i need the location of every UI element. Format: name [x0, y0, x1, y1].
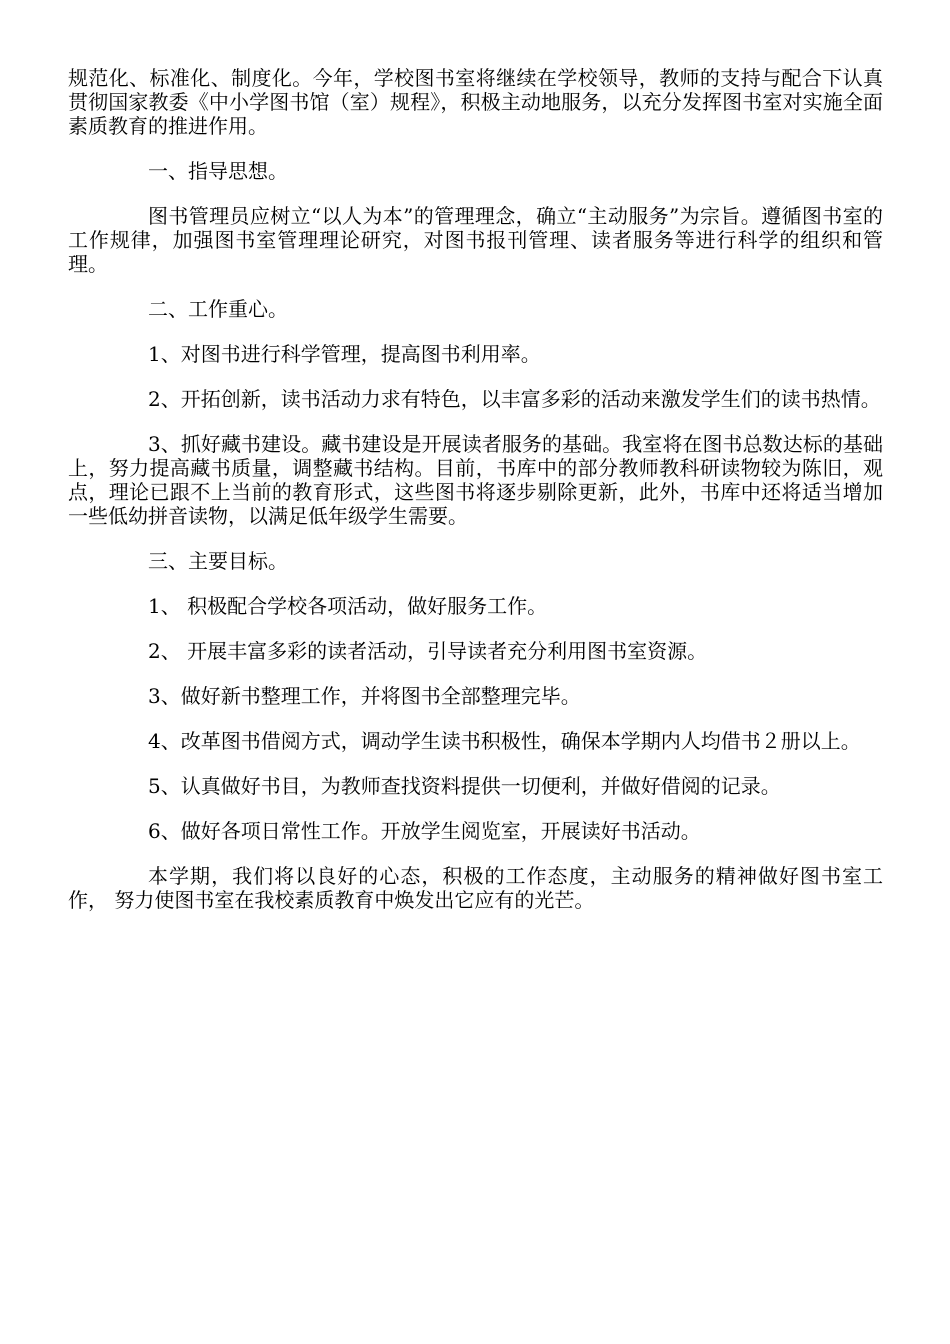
main-goal-item-3: 3、做好新书整理工作，并将图书全部整理完毕。: [148, 684, 581, 708]
main-goal-item-4: 4、改革图书借阅方式，调动学生读书积极性，确保本学期内人均借书２册以上。: [148, 729, 861, 753]
document-body: [68, 66, 883, 933]
main-goal-item-5: 5、认真做好书目，为教师查找资料提供一切便利，并做好借阅的记录。: [148, 774, 781, 798]
work-focus-item-2: 2、开拓创新，读书活动力求有特色，以丰富多彩的活动来激发学生们的读书热情。: [148, 387, 881, 411]
section-heading-guiding-ideology: 一、指导思想。: [148, 159, 288, 183]
section-heading-work-focus: 二、工作重心。: [148, 297, 288, 321]
main-goal-item-6: 6、做好各项日常性工作。开放学生阅览室，开展读好书活动。: [148, 819, 701, 843]
main-goal-item-1: 1、 积极配合学校各项活动，做好服务工作。: [148, 594, 548, 618]
main-goal-item-2: 2、 开展丰富多彩的读者活动，引导读者充分利用图书室资源。: [148, 639, 708, 663]
work-focus-item-3: 3、抓好藏书建设。藏书建设是开展读者服务的基础。我室将在图书总数达标的基础上，努力提高藏书质量，调整藏书结构。目前，书库中的部分教师教科研读物较为陈旧，观点，理论已跟不上当前的教育形式，这些图书将逐步剔除更新，此外，书库中还将适当增加一些低幼拼音读物，以满足低年级学生需要。: [68, 432, 883, 528]
closing-paragraph: 本学期，我们将以良好的心态，积极的工作态度，主动服务的精神做好图书室工作， 努力使图书室在我校素质教育中焕发出它应有的光芒。: [68, 864, 883, 912]
guiding-ideology-paragraph: 图书管理员应树立“以人为本”的管理理念，确立“主动服务”为宗旨。遵循图书室的工作规律，加强图书室管理理论研究，对图书报刊管理、读者服务等进行科学的组织和管理。: [68, 204, 883, 276]
work-focus-item-1: 1、对图书进行科学管理，提高图书利用率。: [148, 342, 541, 366]
section-heading-main-goals: 三、主要目标。: [148, 549, 288, 573]
intro-paragraph: 规范化、标准化、制度化。今年，学校图书室将继续在学校领导，教师的支持与配合下认真贯彻国家教委《中小学图书馆（室）规程》，积极主动地服务，以充分发挥图书室对实施全面素质教育的推进作用。: [68, 66, 883, 138]
